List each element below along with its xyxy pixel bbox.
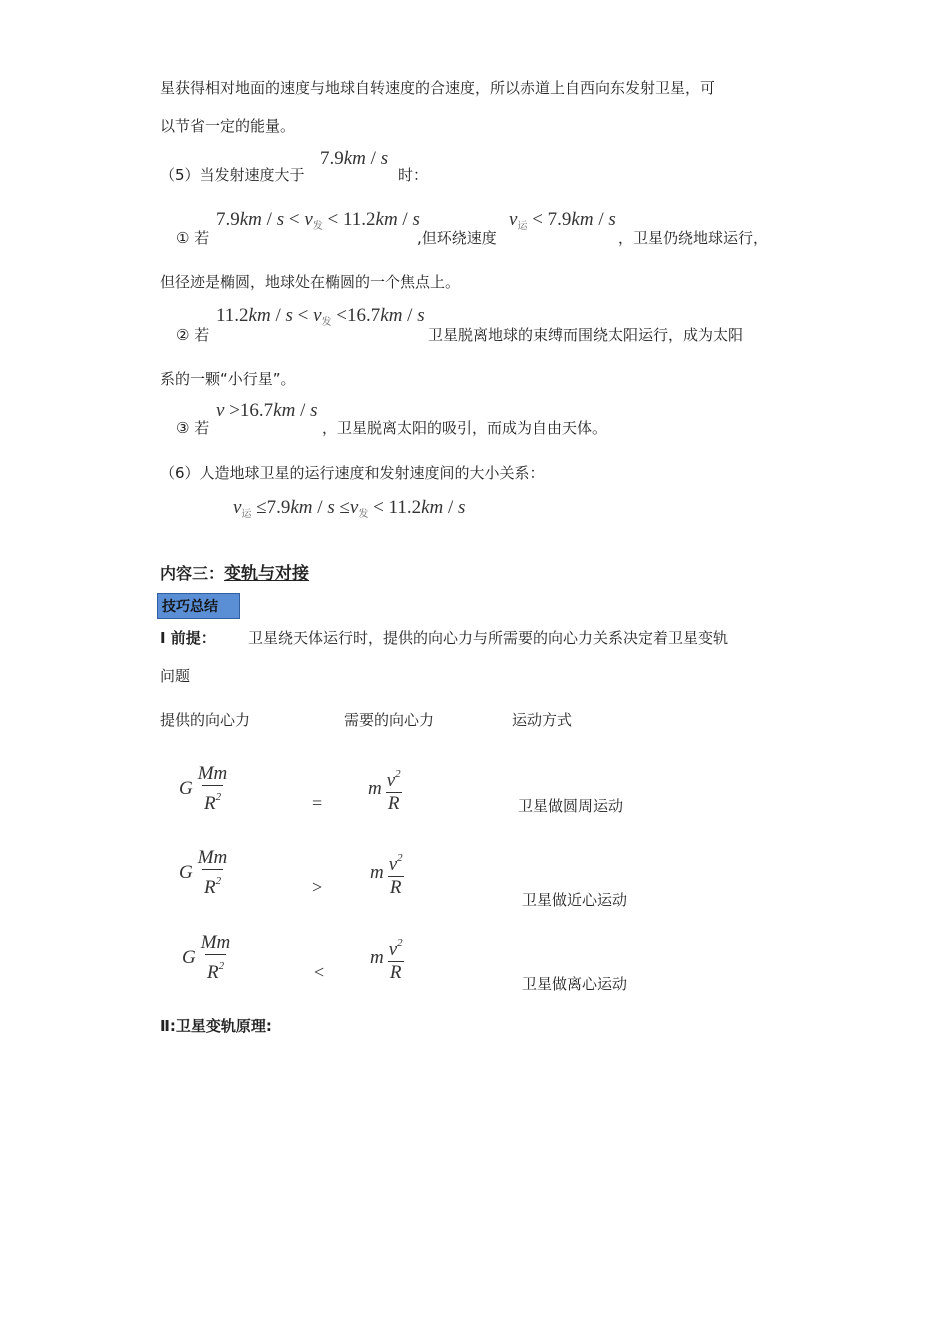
row3-required-formula: m $\frac{v^2}{R}$ [370, 937, 403, 983]
case1-formula-a: $7.9km / s < v_发 < 11.2km / s$ [216, 209, 420, 232]
premise-label: Ⅰ 前提： [160, 629, 216, 647]
header-provided: 提供的向心力 [160, 711, 251, 729]
row2-required-formula: m $\frac{v^2}{R}$ [370, 852, 403, 898]
premise-line-1: 卫星绕天体运行时，提供的向心力与所需要的向心力关系决定着卫星变轨 [248, 629, 729, 647]
row2-relation: > [312, 877, 323, 897]
section-heading [160, 559, 309, 584]
header-required: 需要的向心力 [344, 711, 435, 729]
item5-formula: 7.9km / s [320, 148, 389, 169]
case2-label: ② 若 [176, 326, 210, 344]
row2-motion: 卫星做近心运动 [522, 891, 628, 909]
row3-relation: < [314, 962, 325, 982]
row1-provided-formula: G $\frac{Mm}{R^2}$ [179, 763, 228, 814]
row1-motion: 卫星做圆周运动 [518, 797, 624, 815]
header-motion: 运动方式 [512, 711, 573, 729]
case3-formula: v >16.7km / s [216, 400, 318, 421]
case3-label: ③ 若 [176, 419, 210, 437]
paragraph-line-1: 星获得相对地面的速度与地球自转速度的合速度，所以赤道上自西向东发射卫星，可 [160, 79, 716, 97]
case2-tail: 卫星脱离地球的束缚而围绕太阳运行，成为太阳 [428, 326, 744, 344]
premise-line-2: 问题 [160, 667, 191, 685]
case1-mid: ,但环绕速度 [417, 229, 497, 247]
section-title: 变轨与对接 [224, 564, 310, 584]
row1-relation: = [312, 793, 323, 813]
section-prefix: 内容三： [160, 564, 225, 583]
case1-formula-b: $v_运 < 7.9km / s$ [509, 209, 616, 232]
item6-text: （6）人造地球卫星的运行速度和发射速度间的大小关系： [160, 464, 545, 482]
item5-prefix: （5）当发射速度大于 [160, 166, 305, 184]
row1-required-formula: m $\frac{v^2}{R}$ [368, 768, 401, 814]
case1-line2: 但径迹是椭圆，地球处在椭圆的一个焦点上。 [160, 273, 461, 291]
row3-provided-formula: G $\frac{Mm}{R^2}$ [182, 932, 231, 983]
row3-motion: 卫星做离心运动 [522, 975, 628, 993]
case2-line2: 系的一颗“小行星”。 [160, 370, 296, 388]
case1-tail: ，卫星仍绕地球运行， [618, 229, 769, 247]
row2-provided-formula: G $\frac{Mm}{R^2}$ [179, 847, 228, 898]
paragraph-line-2: 以节省一定的能量。 [160, 117, 296, 135]
case2-formula: $11.2km / s < v_发 <16.7km / s$ [216, 305, 425, 328]
principle-heading: Ⅱ:卫星变轨原理: [160, 1017, 272, 1035]
item6-formula: $v_运 \le 7.9km / s \le v_发 < 11.2km / s$ [233, 497, 466, 520]
case3-tail: ，卫星脱离太阳的吸引，而成为自由天体。 [322, 419, 608, 437]
tip-summary-badge: 技巧总结 [157, 593, 240, 619]
case1-label: ① 若 [176, 229, 210, 247]
item5-suffix: 时： [398, 166, 429, 184]
